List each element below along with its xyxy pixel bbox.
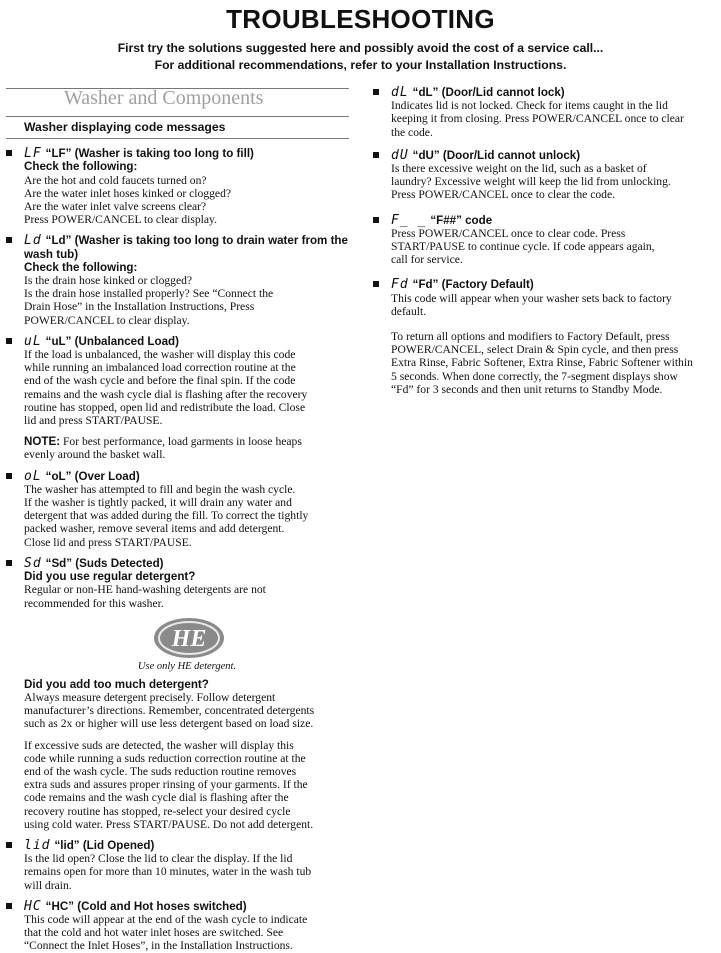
- code-title: “HC” (Cold and Hot hoses switched): [45, 899, 247, 913]
- text-line: using cold water. Press START/PAUSE. Do not add detergent.: [24, 817, 314, 831]
- code-item-hc: [6, 900, 349, 953]
- text-line: evenly around the basket wall.: [24, 448, 166, 462]
- code-heading: [24, 557, 349, 570]
- text-line: Extra Rinse, Fabric Softener, Extra Rinse, Fabric Softener within: [391, 356, 693, 370]
- text-line: 5 seconds. When done correctly, the 7-segment displays show: [391, 369, 678, 383]
- code-title: “oL” (Over Load): [45, 469, 140, 483]
- text-line: remains and the wash cycle dial is flashing after the recovery: [24, 387, 308, 401]
- text-line: Regular or non-HE hand-washing detergents are not: [24, 583, 266, 597]
- code-item-lid: [6, 839, 349, 892]
- seven-segment-code: Sd: [24, 555, 42, 571]
- code-title: “dU” (Door/Lid cannot unlock): [412, 148, 581, 162]
- code-item-dl: [373, 86, 718, 139]
- seven-segment-code: uL: [24, 333, 42, 349]
- code-title: “LF” (Washer is taking too long to fill): [45, 147, 254, 161]
- text-line: This code will appear at the end of the wash cycle to indicate: [24, 912, 308, 926]
- bullet-icon: [6, 473, 12, 479]
- code-heading: [391, 86, 718, 99]
- bullet-icon: [373, 281, 379, 287]
- code-item-ol: [6, 470, 349, 549]
- intro-line-2: For additional recommendations, refer to your Installation Instructions.: [154, 58, 567, 72]
- text-line: will drain.: [24, 878, 72, 892]
- seven-segment-code: Fd: [391, 277, 409, 293]
- text-line: To return all options and modifiers to Factory Default, press: [391, 330, 670, 344]
- seven-segment-code: Ld: [24, 233, 42, 249]
- code-item-du: [373, 149, 718, 202]
- code-heading: [24, 335, 349, 348]
- text-line: “Connect the Inlet Hoses”, in the Installation Instructions.: [24, 939, 293, 953]
- code-heading: [24, 470, 349, 483]
- code-heading: [391, 149, 718, 162]
- text-line: Press POWER/CANCEL to clear display.: [24, 213, 217, 227]
- text-line: “Fd” for 3 seconds and then unit returns to Standby Mode.: [391, 382, 663, 396]
- code-title: “F##” code: [430, 213, 493, 227]
- text-line: Drain Hose” in the Installation Instructions, Press: [24, 300, 255, 314]
- bullet-icon: [373, 152, 379, 158]
- text-line: If excessive suds are detected, the washer will display this: [24, 738, 294, 752]
- text-line: Is the drain hose installed properly? See “Connect the: [24, 287, 274, 301]
- bullet-icon: [6, 237, 12, 243]
- left-column: [6, 88, 349, 953]
- note: [24, 435, 349, 448]
- code-title-cont: wash tub): [24, 247, 79, 261]
- text-line: recovery routine has stopped, re-select your desired cycle: [24, 804, 291, 818]
- code-item-ld: [6, 234, 349, 326]
- text-line: default.: [391, 304, 427, 318]
- text-line: manufacturer’s directions. Remember, concentrated detergents: [24, 704, 315, 718]
- text-line: Close lid and press START/PAUSE.: [24, 535, 192, 549]
- section-title: Washer and Components: [6, 88, 349, 116]
- intro-line-1: First try the solutions suggested here and possibly avoid the cost of a service call...: [117, 41, 604, 55]
- code-item-ul: [6, 335, 349, 462]
- text-line: extra suds and assures proper rinsing of your garments. If the: [24, 778, 308, 792]
- text-line: lid and press START/PAUSE.: [24, 414, 163, 428]
- check-label: Check the following:: [24, 160, 138, 174]
- code-title: “Ld” (Washer is taking too long to drain water from the: [45, 234, 348, 248]
- text-line: The washer has attempted to fill and begin the wash cycle.: [24, 482, 296, 496]
- note-label: NOTE:: [24, 435, 61, 449]
- text-line: while running an imbalanced load correction routine at the: [24, 361, 296, 375]
- bullet-icon: [6, 338, 12, 344]
- text-line: Press POWER/CANCEL once to clear the code.: [391, 188, 615, 202]
- code-item-f: [373, 214, 718, 267]
- text-line: Is there excessive weight on the lid, such as a basket of: [391, 162, 647, 176]
- bullet-icon: [6, 560, 12, 566]
- code-title: “Sd” (Suds Detected): [45, 556, 164, 570]
- text-line: If the load is unbalanced, the washer will display this code: [24, 348, 296, 362]
- section-subhead: Washer displaying code messages: [6, 116, 349, 139]
- seven-segment-code: lid: [24, 837, 51, 853]
- text-line: Are the water inlet hoses kinked or clogged?: [24, 186, 232, 200]
- text-line: call for service.: [391, 253, 463, 267]
- text-line: routine has stopped, open lid and redistribute the load. Close: [24, 400, 306, 414]
- text-line: keeping it from closing. Press POWER/CANCEL once to clear: [391, 112, 684, 126]
- text-line: POWER/CANCEL, select Drain & Spin cycle, and then press: [391, 343, 679, 357]
- code-heading: [391, 214, 718, 227]
- text-line: If the washer is tightly packed, it will drain any water and: [24, 496, 292, 510]
- he-logo-icon: [152, 616, 226, 660]
- he-logo-block: [24, 616, 349, 678]
- text-line: recommended for this washer.: [24, 596, 164, 610]
- text-line: Press POWER/CANCEL once to clear code. Press: [391, 226, 626, 240]
- code-item-sd: [6, 557, 349, 831]
- bullet-icon: [373, 89, 379, 95]
- question-heading: Did you add too much detergent?: [24, 677, 209, 691]
- seven-segment-code: dL: [391, 85, 409, 100]
- bullet-icon: [6, 903, 12, 909]
- seven-segment-code: F_ _: [391, 212, 427, 228]
- text-line: the code.: [391, 125, 433, 139]
- text-line: Always measure detergent precisely. Follow detergent: [24, 690, 276, 704]
- code-title: “uL” (Unbalanced Load): [45, 334, 179, 348]
- code-title: “dL” (Door/Lid cannot lock): [412, 86, 565, 99]
- seven-segment-code: oL: [24, 468, 42, 484]
- code-title: “lid” (Lid Opened): [54, 838, 155, 852]
- he-logo-caption: Use only HE detergent.: [137, 660, 237, 672]
- code-title: “Fd” (Factory Default): [412, 278, 534, 292]
- right-column: [373, 86, 718, 396]
- bullet-icon: [6, 150, 12, 156]
- text-line: Are the hot and cold faucets turned on?: [24, 173, 207, 187]
- text-line: Are the water inlet valve screens clear?: [24, 200, 207, 214]
- text-line: POWER/CANCEL to clear display.: [24, 313, 190, 327]
- check-label: Check the following:: [24, 260, 138, 274]
- text-line: START/PAUSE to continue cycle. If code appears again,: [391, 240, 655, 254]
- text-line: detergent that was added during the fill. To correct the tightly: [24, 509, 309, 523]
- svg-text:HE: HE: [171, 625, 207, 652]
- page-title: TROUBLESHOOTING: [226, 4, 495, 34]
- code-item-lf: [6, 147, 349, 226]
- seven-segment-code: dU: [391, 147, 409, 163]
- code-heading: [391, 278, 718, 291]
- text-line: This code will appear when your washer sets back to factory: [391, 291, 672, 305]
- code-heading: [24, 839, 349, 852]
- text-line: Is the drain hose kinked or clogged?: [24, 274, 193, 288]
- text-line: code remains and the wash cycle dial is flashing after the: [24, 791, 289, 805]
- question-heading: Did you use regular detergent?: [24, 570, 196, 584]
- text-line: that the cold and hot water inlet hoses are switched. See: [24, 926, 284, 940]
- text-line: code while running a suds reduction correction routine at the: [24, 751, 306, 765]
- bullet-icon: [6, 842, 12, 848]
- seven-segment-code: LF: [24, 146, 42, 162]
- text-line: end of the wash cycle. The suds reduction routine removes: [24, 764, 297, 778]
- code-heading: [24, 147, 349, 160]
- text-line: remains open for more than 10 minutes, water in the wash tub: [24, 865, 312, 879]
- seven-segment-code: HC: [24, 898, 42, 914]
- intro-text: [0, 40, 721, 74]
- text-line: end of the wash cycle and before the final spin. If the code: [24, 374, 296, 388]
- code-heading: [24, 234, 349, 247]
- text-line: such as 2x or higher will use less detergent based on load size.: [24, 717, 314, 731]
- text-line: Is the lid open? Close the lid to clear the display. If the lid: [24, 852, 293, 866]
- text-line: laundry? Excessive weight will keep the lid from unlocking.: [391, 175, 671, 189]
- bullet-icon: [373, 217, 379, 223]
- note-text: For best performance, load garments in loose heaps: [60, 435, 302, 449]
- text-line: Indicates lid is not locked. Check for items caught in the lid: [391, 99, 668, 113]
- text-line: packed washer, remove several items and add detergent.: [24, 522, 285, 536]
- code-heading: [24, 900, 349, 913]
- code-item-fd: [373, 278, 718, 396]
